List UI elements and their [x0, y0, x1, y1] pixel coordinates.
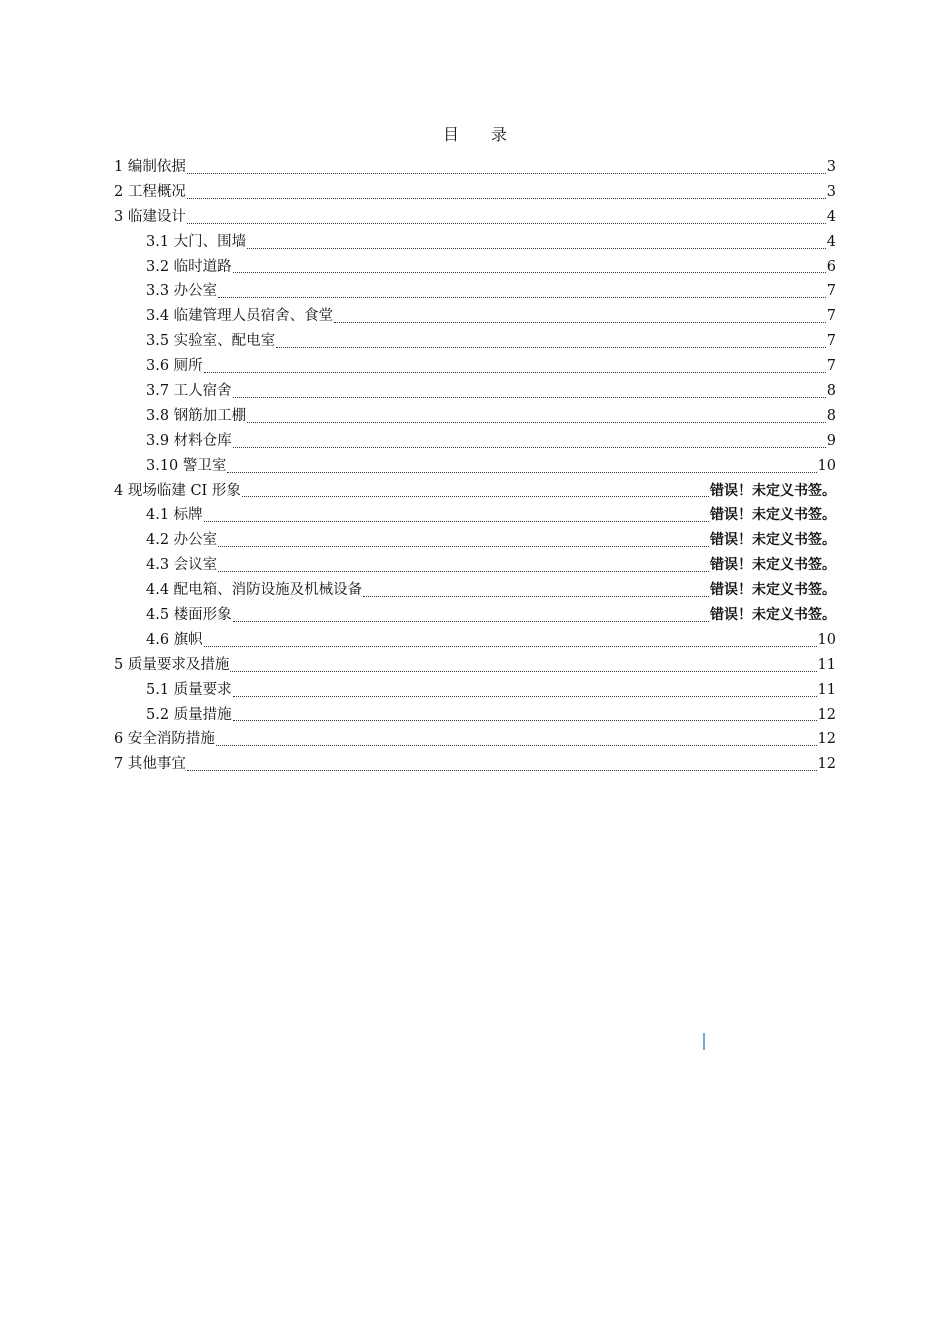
dot-leader — [233, 603, 709, 628]
toc-entry-label: 4.1 标牌 — [146, 507, 203, 524]
toc-entry-page-number: 11 — [817, 656, 836, 673]
toc-entry[interactable] — [114, 379, 836, 404]
dot-leader — [216, 727, 817, 752]
toc-entry-label: 3.2 临时道路 — [146, 258, 232, 275]
toc-entry-page-number: 12 — [817, 756, 836, 773]
toc-entry-label: 4.3 会议室 — [146, 557, 218, 574]
toc-entry-label: 5.2 质量措施 — [146, 706, 232, 723]
toc-entry-error: 错误！未定义书签。 — [710, 532, 836, 549]
toc-entry-page-number: 10 — [817, 457, 836, 474]
dot-leader — [204, 354, 826, 379]
toc-entry-page-number: 11 — [817, 681, 836, 698]
dot-leader — [247, 404, 826, 429]
toc-entry-label: 3.4 临建管理人员宿舍、食堂 — [146, 308, 334, 325]
toc-entry-label: 3.7 工人宿舍 — [146, 383, 232, 399]
dot-leader — [233, 678, 817, 703]
toc-entry-label: 3 临建设计 — [114, 208, 186, 225]
toc-entry[interactable] — [114, 404, 836, 429]
toc-entry[interactable] — [114, 479, 836, 504]
toc-entry-page-number: 3 — [826, 183, 836, 200]
toc-entry-label: 3.8 钢筋加工棚 — [146, 407, 247, 424]
toc-entry-label: 3.5 实验室、配电室 — [146, 333, 276, 350]
toc-entry-error: 错误！未定义书签。 — [710, 582, 836, 599]
toc-entry-label: 5 质量要求及措施 — [114, 656, 230, 673]
toc-entry[interactable] — [114, 703, 836, 728]
toc-entry[interactable] — [114, 603, 836, 628]
toc-entry-label: 4.4 配电箱、消防设施及机械设备 — [146, 582, 363, 599]
toc-entry-page-number: 9 — [826, 432, 836, 449]
toc-entry[interactable] — [114, 727, 836, 752]
toc-entry[interactable] — [114, 354, 836, 379]
toc-entry-label: 1 编制依据 — [114, 158, 186, 175]
toc-entry-label: 4.5 楼面形象 — [146, 607, 232, 624]
toc-entry-label: 3.3 办公室 — [146, 283, 218, 300]
dot-leader — [363, 578, 709, 603]
toc-entry-page-number: 8 — [826, 407, 836, 424]
toc-entry[interactable] — [114, 503, 836, 528]
dot-leader — [187, 155, 826, 180]
toc-entry-page-number: 12 — [817, 731, 836, 748]
toc-entry-page-number: 4 — [826, 208, 836, 225]
dot-leader — [230, 653, 816, 678]
toc-entry-page-number: 3 — [826, 158, 836, 175]
toc-entry[interactable] — [114, 255, 836, 280]
toc-entry-page-number: 12 — [817, 706, 836, 723]
toc-entry[interactable] — [114, 628, 836, 653]
toc-entry[interactable] — [114, 279, 836, 304]
toc-entry-page-number: 10 — [817, 631, 836, 648]
dot-leader — [218, 279, 826, 304]
dot-leader — [204, 628, 817, 653]
toc-entry-label: 3.6 厕所 — [146, 358, 203, 375]
dot-leader — [242, 479, 709, 504]
toc-entry[interactable] — [114, 553, 836, 578]
toc-entry-label: 2 工程概况 — [114, 183, 186, 200]
toc-entry-label: 4.6 旗帜 — [146, 631, 203, 648]
toc-entry-label: 7 其他事宜 — [114, 756, 186, 773]
toc-entry-label: 6 安全消防措施 — [114, 731, 215, 748]
toc-entry-label: 3.9 材料仓库 — [146, 432, 232, 449]
toc-entry[interactable] — [114, 528, 836, 553]
table-of-contents — [114, 155, 836, 777]
toc-entry-error: 错误！未定义书签。 — [710, 482, 836, 499]
dot-leader — [227, 454, 816, 479]
dot-leader — [233, 429, 826, 454]
dot-leader — [187, 205, 826, 230]
dot-leader — [233, 255, 826, 280]
text-cursor — [703, 1033, 705, 1050]
toc-entry-label: 4.2 办公室 — [146, 532, 218, 549]
toc-entry[interactable] — [114, 752, 836, 777]
toc-entry[interactable] — [114, 653, 836, 678]
toc-entry-error: 错误！未定义书签。 — [710, 507, 836, 524]
toc-entry[interactable] — [114, 155, 836, 180]
toc-entry[interactable] — [114, 429, 836, 454]
toc-entry[interactable] — [114, 578, 836, 603]
toc-entry[interactable] — [114, 304, 836, 329]
toc-entry[interactable] — [114, 180, 836, 205]
dot-leader — [233, 703, 817, 728]
toc-entry[interactable] — [114, 230, 836, 255]
toc-entry-page-number: 7 — [826, 308, 836, 325]
dot-leader — [187, 180, 826, 205]
toc-entry-label: 4 现场临建 CI 形象 — [114, 482, 241, 499]
toc-entry[interactable] — [114, 678, 836, 703]
toc-entry-page-number: 7 — [826, 358, 836, 375]
dot-leader — [233, 379, 826, 404]
toc-entry-label: 3.10 警卫室 — [146, 457, 227, 474]
dot-leader — [204, 503, 709, 528]
toc-entry-error: 错误！未定义书签。 — [710, 607, 836, 624]
toc-entry-page-number: 8 — [826, 383, 836, 399]
toc-entry-page-number: 7 — [826, 283, 836, 300]
toc-entry[interactable] — [114, 329, 836, 354]
toc-entry-page-number: 7 — [826, 333, 836, 350]
dot-leader — [187, 752, 817, 777]
toc-entry-error: 错误！未定义书签。 — [710, 557, 836, 574]
toc-entry-label: 3.1 大门、围墙 — [146, 233, 247, 250]
dot-leader — [247, 230, 826, 255]
dot-leader — [218, 528, 709, 553]
toc-entry-page-number: 6 — [826, 258, 836, 275]
dot-leader — [276, 329, 826, 354]
toc-entry[interactable] — [114, 205, 836, 230]
dot-leader — [334, 304, 826, 329]
toc-entry-page-number: 4 — [826, 233, 836, 250]
toc-title: 目 录 — [442, 125, 507, 144]
toc-entry-label: 5.1 质量要求 — [146, 681, 232, 698]
dot-leader — [218, 553, 709, 578]
toc-entry[interactable] — [114, 454, 836, 479]
